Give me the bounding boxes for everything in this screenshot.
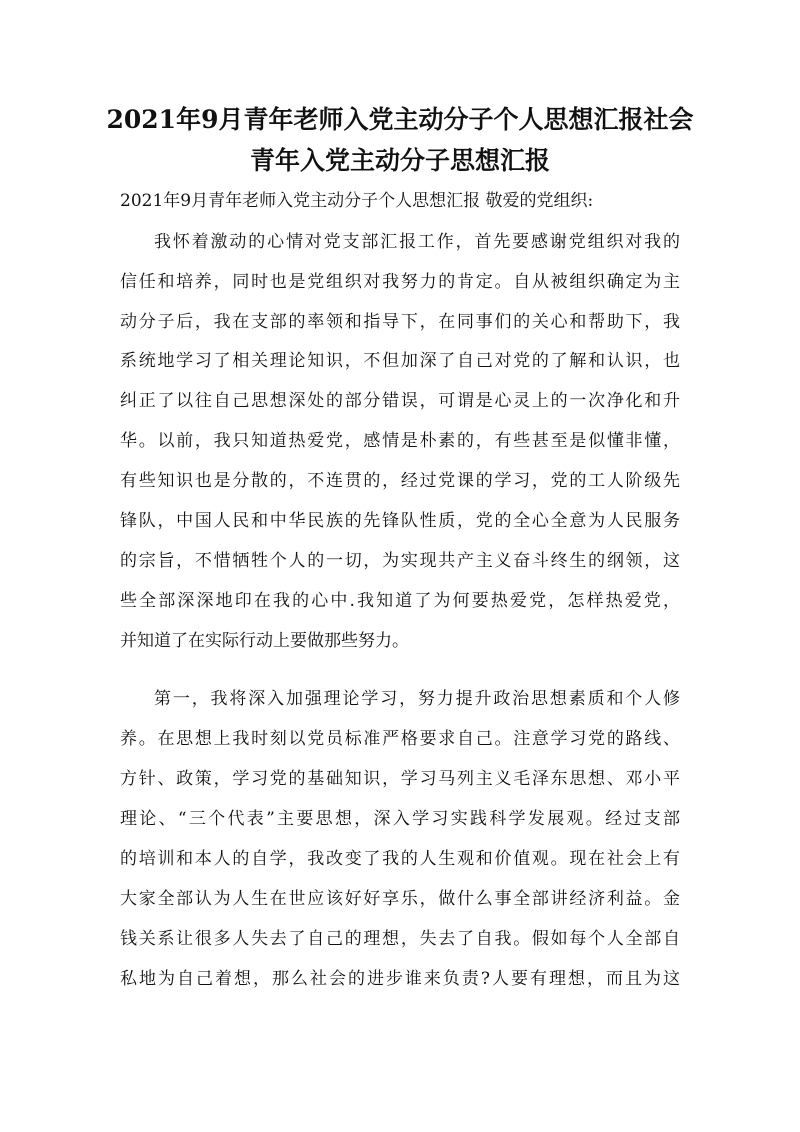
paragraph-1-line: 锋队，中国人民和中华民族的先锋队性质，党的全心全意为人民服务 [120,511,680,531]
paragraph-2-line: 理论、“三个代表”主要思想，深入学习实践科学发展观。经过支部 [120,809,680,829]
paragraph-2-line: 钱关系让很多人失去了自己的理想，失去了自我。假如每个人全部自 [120,929,680,949]
paragraph-2-line: 私地为自己着想，那么社会的进步谁来负责?人要有理想，而且为这 [120,969,680,989]
intro-line: 2021年9月青年老师入党主动分子个人思想汇报 敬爱的党组织: [120,191,594,211]
paragraph-2-line: 大家全部认为人生在世应该好好享乐，做什么事全部讲经济利益。金 [120,889,680,909]
paragraph-2-line: 养。在思想上我时刻以党员标准严格要求自己。注意学习党的路线、 [120,729,680,749]
paragraph-1-line: 华。以前，我只知道热爱党，感情是朴素的，有些甚至是似懂非懂， [120,431,680,451]
paragraph-2-line: 方针、政策，学习党的基础知识，学习马列主义毛泽东思想、邓小平 [120,769,680,789]
paragraph-1-line: 信任和培养，同时也是党组织对我努力的肯定。自从被组织确定为主 [120,272,680,292]
paragraph-2-line: 的培训和本人的自学，我改变了我的人生观和价值观。现在社会上有 [120,849,680,869]
paragraph-1-line: 些全部深深地印在我的心中.我知道了为何要热爱党，怎样热爱党， [120,591,680,611]
document-title-line-2: 青年入党主动分子思想汇报 [249,146,550,175]
paragraph-2-line: 第一，我将深入加强理论学习，努力提升政治思想素质和个人修 [154,689,680,709]
paragraph-1-line: 并知道了在实际行动上要做那些努力。 [120,631,409,651]
paragraph-1-line: 动分子后，我在支部的率领和指导下，在同事们的关心和帮助下，我 [120,312,680,332]
paragraph-1-line: 有些知识也是分散的，不连贯的，经过党课的学习，党的工人阶级先 [120,471,680,491]
paragraph-1-line: 纠正了以往自己思想深处的部分错误，可谓是心灵上的一次净化和升 [120,391,680,411]
paragraph-1-line: 我怀着激动的心情对党支部汇报工作，首先要感谢党组织对我的 [154,232,680,252]
paragraph-1-line: 的宗旨，不惜牺牲个人的一切，为实现共产主义奋斗终生的纲领，这 [120,551,680,571]
document-title-line-1: 2021年9月青年老师入党主动分子个人思想汇报社会 [106,105,694,134]
paragraph-1-line: 系统地学习了相关理论知识，不但加深了自己对党的了解和认识，也 [120,351,680,371]
